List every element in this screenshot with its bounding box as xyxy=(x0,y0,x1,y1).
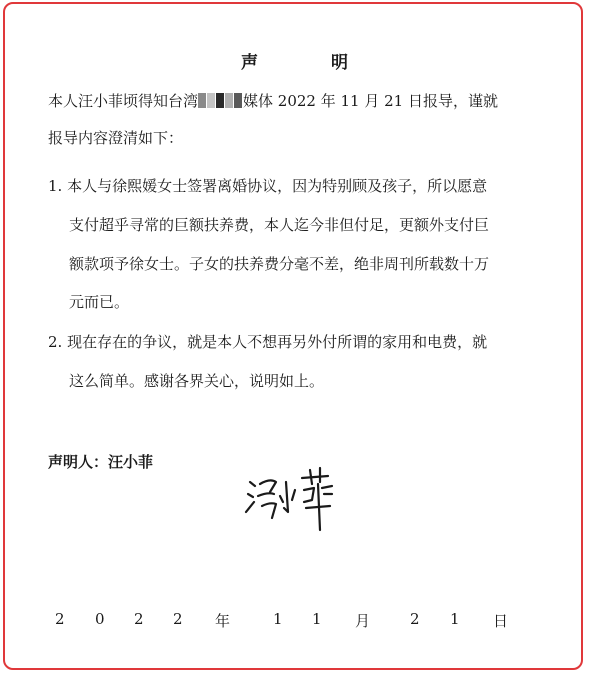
date-month-char: 月 xyxy=(355,612,371,630)
item-2-line-1: 2. 现在存在的争议，就是本人不想再另外付所谓的家用和电费，就 xyxy=(48,333,488,351)
date-day-digit: 2 xyxy=(410,610,420,628)
redacted-media-name xyxy=(198,92,243,110)
item-1-line-3: 额款项予徐女士。子女的扶养费分毫不差，绝非周刊所载数十万 xyxy=(69,255,490,273)
item-1-line-1: 1. 本人与徐熙媛女士签署离婚协议，因为特别顾及孩子，所以愿意 xyxy=(48,177,488,195)
document-title: 声 明 xyxy=(241,53,376,73)
date-month-digit: 1 xyxy=(312,610,322,628)
date-year-digit: 2 xyxy=(134,610,144,628)
date-year-digit: 0 xyxy=(95,610,105,628)
declarant-label: 声明人：汪小菲 xyxy=(48,453,154,471)
item-2-line-2: 这么简单。感谢各界关心，说明如上。 xyxy=(69,372,325,390)
intro-line-1 xyxy=(48,91,498,111)
intro-line-1-start: 本人汪小菲顷得知台湾 xyxy=(48,92,199,110)
date-day-digit: 1 xyxy=(450,610,460,628)
date-year-digit: 2 xyxy=(55,610,65,628)
date-day-char: 日 xyxy=(493,612,509,630)
item-1-line-4: 元而已。 xyxy=(69,293,130,311)
item-1-line-2: 支付超乎寻常的巨额扶养费，本人迄今非但付足，更额外支付巨 xyxy=(69,216,490,234)
intro-line-1-end: 媒体 2022 年 11 月 21 日报导，谨就 xyxy=(243,92,498,110)
date-line xyxy=(0,610,589,630)
handwritten-signature xyxy=(240,460,340,532)
date-year-char: 年 xyxy=(215,612,231,630)
date-year-digit: 2 xyxy=(173,610,183,628)
intro-line-2: 报导内容澄清如下： xyxy=(48,129,184,147)
date-month-digit: 1 xyxy=(273,610,283,628)
